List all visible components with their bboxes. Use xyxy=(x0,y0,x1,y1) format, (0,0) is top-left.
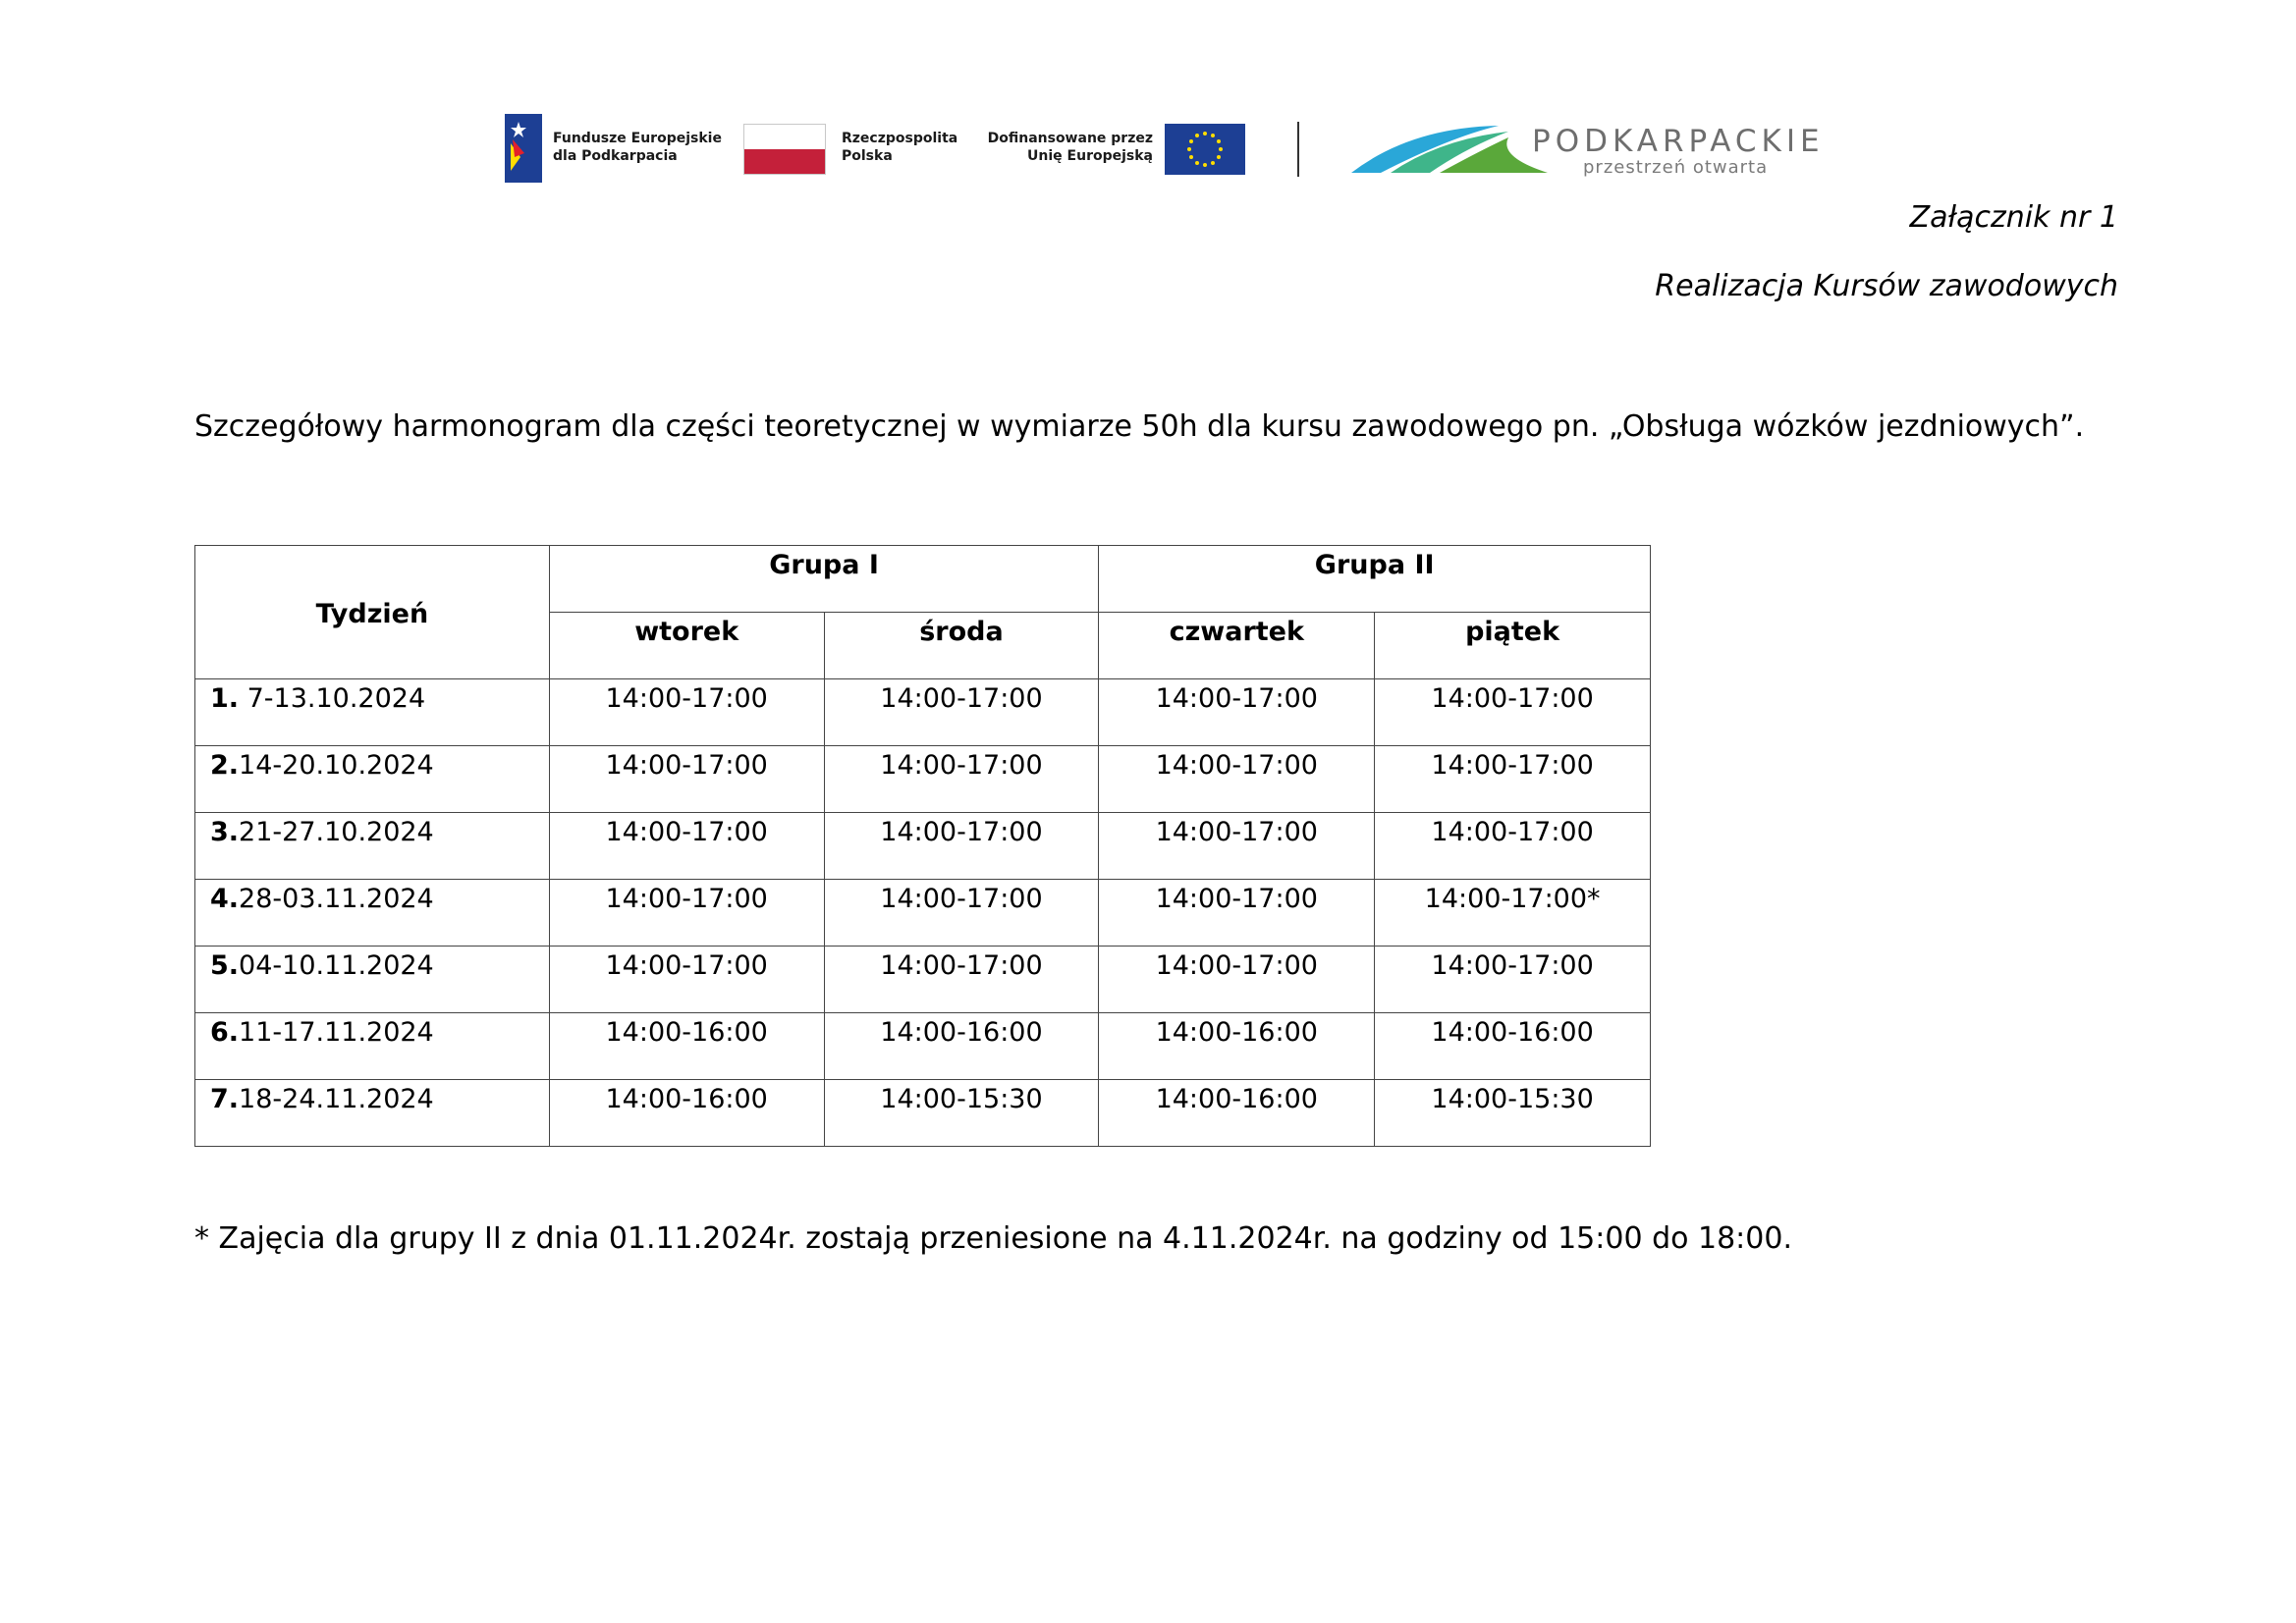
table-row xyxy=(195,880,1651,947)
podkarpackie-tagline: przestrzeń otwarta xyxy=(1583,157,1769,178)
group-2-header: Grupa II xyxy=(1099,546,1651,613)
logo-bar xyxy=(0,0,2296,196)
footnote: * Zajęcia dla grupy II z dnia 01.11.2024r. zostają przeniesione na 4.11.2024r. na godziny od 15:00 do 18:00. xyxy=(194,1221,1793,1256)
schedule-table xyxy=(194,545,1651,1147)
podkarpackie-swoosh-icon xyxy=(1351,118,1548,177)
fe-logo-text: Fundusze Europejskie dla Podkarpacia xyxy=(553,131,722,164)
week-column-header: Tydzień xyxy=(195,546,550,679)
time-cell: 14:00-17:00 xyxy=(549,746,824,813)
time-cell: 14:00-17:00 xyxy=(1099,947,1375,1013)
time-cell: 14:00-17:00 xyxy=(824,813,1099,880)
time-cell: 14:00-17:00 xyxy=(824,947,1099,1013)
time-cell: 14:00-16:00 xyxy=(1099,1080,1375,1147)
time-cell: 14:00-16:00 xyxy=(1375,1013,1651,1080)
annex-label: Załącznik nr 1 xyxy=(1909,200,2118,235)
week-cell: 6.11-17.11.2024 xyxy=(195,1013,550,1080)
table-row xyxy=(195,679,1651,746)
time-cell: 14:00-17:00 xyxy=(1099,746,1375,813)
time-cell: 14:00-17:00 xyxy=(824,679,1099,746)
eu-logo-text: Dofinansowane przez Unię Europejską xyxy=(987,131,1153,164)
day-header-wednesday: środa xyxy=(824,613,1099,679)
podkarpackie-wordmark: PODKARPACKIE xyxy=(1532,124,1825,159)
logo-separator xyxy=(1297,122,1299,177)
time-cell: 14:00-16:00 xyxy=(549,1013,824,1080)
day-header-thursday: czwartek xyxy=(1099,613,1375,679)
time-cell: 14:00-17:00 xyxy=(824,880,1099,947)
time-cell: 14:00-17:00 xyxy=(549,947,824,1013)
pl-logo-text: Rzeczpospolita Polska xyxy=(842,131,958,164)
group-1-header: Grupa I xyxy=(549,546,1099,613)
time-cell: 14:00-17:00 xyxy=(1375,947,1651,1013)
time-cell: 14:00-17:00 xyxy=(1375,679,1651,746)
fundusze-europejskie-logo-icon xyxy=(505,114,542,183)
time-cell: 14:00-17:00 xyxy=(549,880,824,947)
time-cell: 14:00-17:00 xyxy=(549,813,824,880)
table-row xyxy=(195,746,1651,813)
eu-flag-icon xyxy=(1165,124,1245,175)
time-cell: 14:00-15:30 xyxy=(1375,1080,1651,1147)
time-cell: 14:00-17:00 xyxy=(1375,813,1651,880)
day-header-friday: piątek xyxy=(1375,613,1651,679)
time-cell: 14:00-15:30 xyxy=(824,1080,1099,1147)
table-row xyxy=(195,813,1651,880)
table-row xyxy=(195,1080,1651,1147)
week-cell: 7.18-24.11.2024 xyxy=(195,1080,550,1147)
day-header-tuesday: wtorek xyxy=(549,613,824,679)
time-cell: 14:00-17:00* xyxy=(1375,880,1651,947)
week-cell: 1. 7-13.10.2024 xyxy=(195,679,550,746)
polish-flag-icon xyxy=(743,124,826,175)
time-cell: 14:00-17:00 xyxy=(824,746,1099,813)
week-cell: 3.21-27.10.2024 xyxy=(195,813,550,880)
week-cell: 4.28-03.11.2024 xyxy=(195,880,550,947)
time-cell: 14:00-16:00 xyxy=(824,1013,1099,1080)
table-header-row xyxy=(195,546,1651,613)
time-cell: 14:00-17:00 xyxy=(1099,813,1375,880)
time-cell: 14:00-16:00 xyxy=(549,1080,824,1147)
week-cell: 2.14-20.10.2024 xyxy=(195,746,550,813)
schedule-description: Szczegółowy harmonogram dla części teoretycznej w wymiarze 50h dla kursu zawodowego pn. „Obsługa wózków jezdniowych”. xyxy=(194,409,2085,444)
time-cell: 14:00-17:00 xyxy=(549,679,824,746)
course-realization-label: Realizacja Kursów zawodowych xyxy=(1655,269,2118,303)
time-cell: 14:00-17:00 xyxy=(1375,746,1651,813)
table-row xyxy=(195,947,1651,1013)
week-cell: 5.04-10.11.2024 xyxy=(195,947,550,1013)
time-cell: 14:00-16:00 xyxy=(1099,1013,1375,1080)
time-cell: 14:00-17:00 xyxy=(1099,880,1375,947)
table-row xyxy=(195,1013,1651,1080)
time-cell: 14:00-17:00 xyxy=(1099,679,1375,746)
